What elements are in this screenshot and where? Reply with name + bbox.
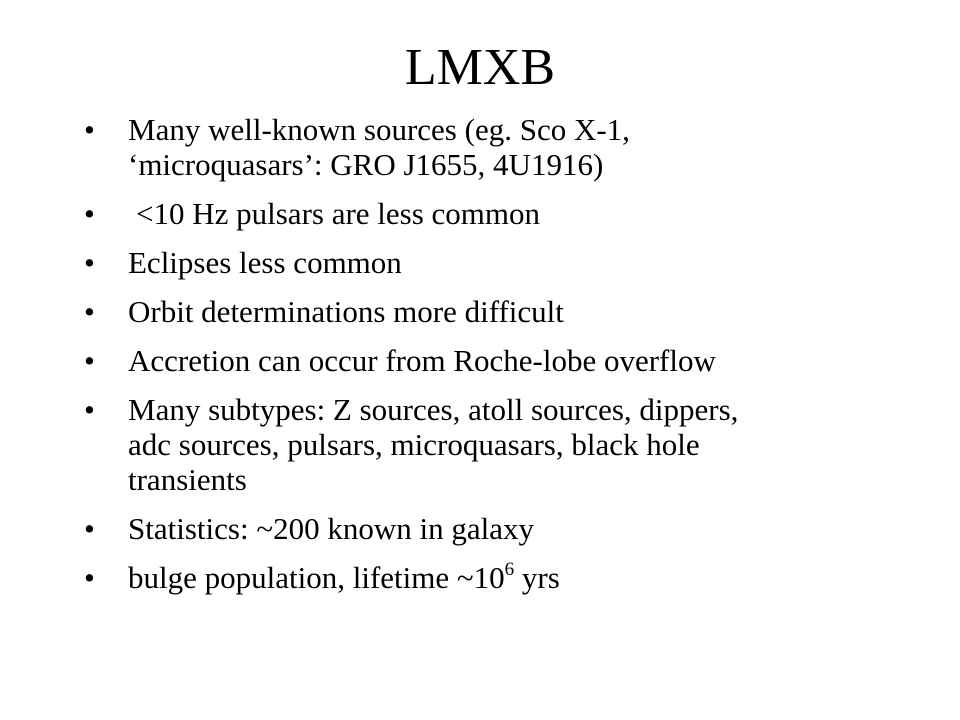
bullet-text-line: Statistics: ~200 known in galaxy <box>128 511 534 546</box>
bullet-dot-icon: • <box>84 294 95 329</box>
bullet-text-line: transients <box>128 462 247 497</box>
exponent-superscript: 6 <box>504 558 515 580</box>
bullet-item <box>84 112 884 182</box>
bullet-dot-icon: • <box>84 112 95 147</box>
bullet-dot-icon: • <box>84 511 95 546</box>
bullet-text-line: <10 Hz pulsars are less common <box>136 196 541 231</box>
bullet-dot-icon: • <box>84 196 95 231</box>
bullet-text-after: yrs <box>514 560 560 595</box>
bullet-text-line: adc sources, pulsars, microquasars, black hole <box>128 427 700 462</box>
bullet-text-line: ‘microquasars’: GRO J1655, 4U1916) <box>128 147 604 182</box>
slide-title: LMXB <box>404 39 556 96</box>
bullet-text-line: Eclipses less common <box>128 245 402 280</box>
bullet-item <box>84 196 884 231</box>
bullet-text-line: Many subtypes: Z sources, atoll sources, dippers, <box>128 392 739 427</box>
bullet-text-line <box>128 560 884 595</box>
bullet-list <box>84 112 884 609</box>
bullet-text-line: Orbit determinations more difficult <box>128 294 564 329</box>
bullet-item <box>84 294 884 329</box>
bullet-text-line: Accretion can occur from Roche-lobe overflow <box>128 343 716 378</box>
bullet-item <box>84 245 884 280</box>
bullet-dot-icon: • <box>84 245 95 280</box>
bullet-dot-icon: • <box>84 343 95 378</box>
bullet-item <box>84 343 884 378</box>
bullet-dot-icon: • <box>84 560 95 595</box>
bullet-item <box>84 560 884 595</box>
bullet-dot-icon: • <box>84 392 95 427</box>
bullet-item <box>84 392 884 497</box>
bullet-text-before: bulge population, lifetime ~10 <box>128 560 505 595</box>
bullet-text-line: Many well-known sources (eg. Sco X-1, <box>128 112 630 147</box>
bullet-item <box>84 511 884 546</box>
